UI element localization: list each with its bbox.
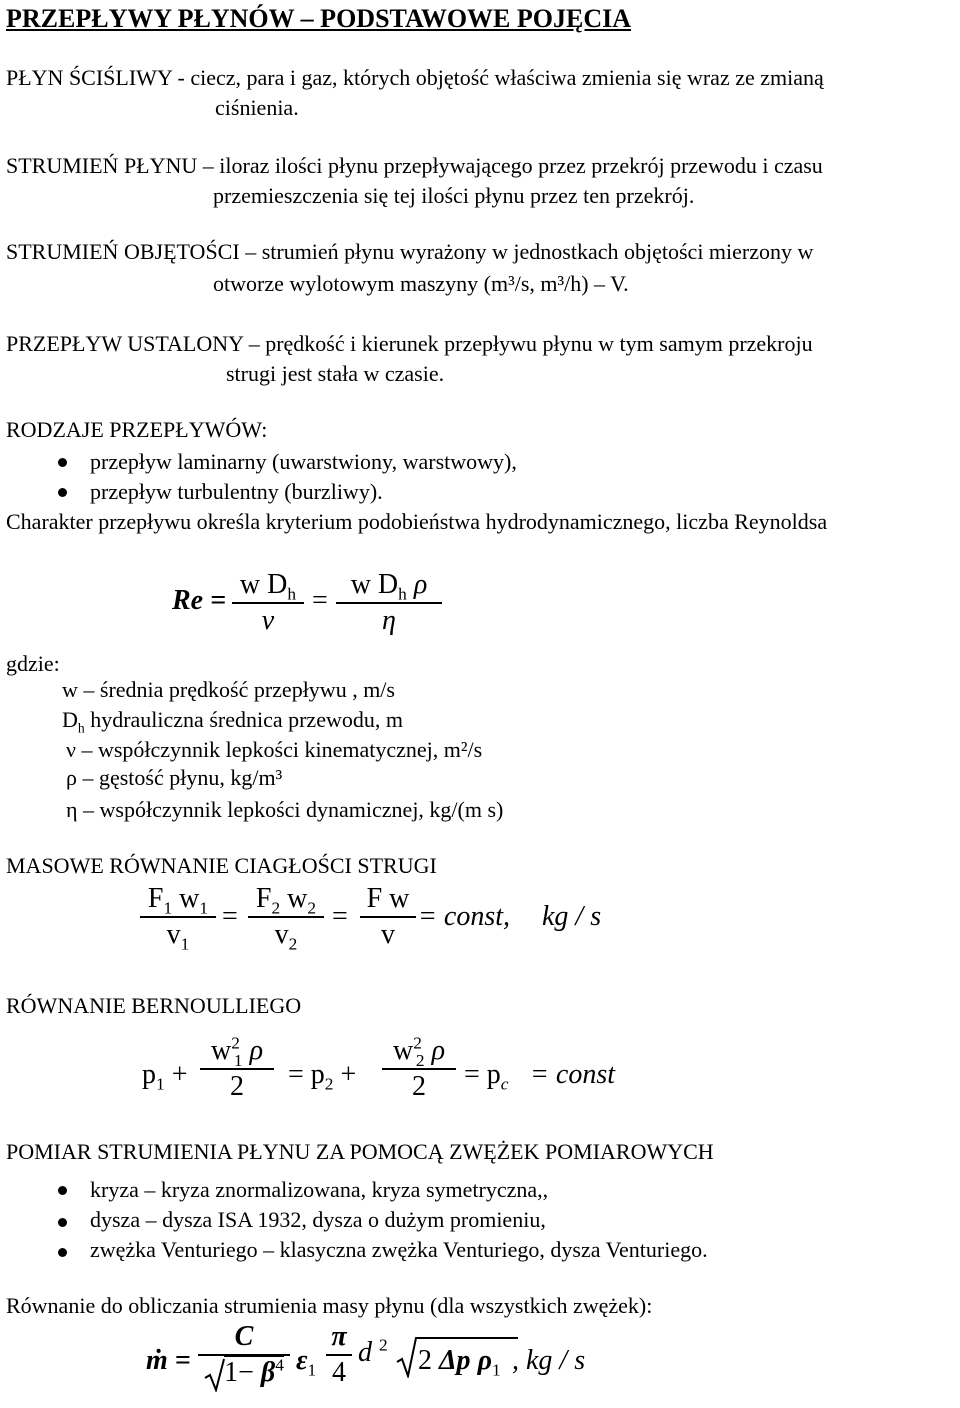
bernoulli-pc: = $p_c$ [464, 1059, 509, 1094]
bullet-icon [58, 1218, 67, 1227]
rownanie-text: Równanie do obliczania strumienia masy płynu (dla wszystkich zwężek): [6, 1293, 653, 1318]
pomiar-item-venturi: zwężka Venturiego – klasyczna zwężka Venturiego, dysza Venturiego. [90, 1237, 708, 1262]
mdot-units: , kg / s [512, 1345, 586, 1376]
pomiar-item-kryza: kryza – kryza znormalizowana, kryza symetryczna,, [90, 1177, 549, 1202]
page-title: PRZEPŁYWY PŁYNÓW – PODSTAWOWE POJĘCIA [6, 4, 632, 33]
bernoulli-p2: = $p_2$ + [288, 1059, 357, 1094]
reynolds-lhs: Re = [172, 585, 227, 616]
mdot-fraction: C $1- \beta^4$ [198, 1320, 290, 1390]
mdot-epsilon: $\varepsilon_1$ [296, 1345, 317, 1380]
continuity-units: kg / s [542, 901, 602, 932]
continuity-equals-2: = [332, 901, 348, 932]
pomiar-item-dysza: dysza – dysza ISA 1932, dysza o dużym promieniu, [90, 1207, 546, 1232]
bernoulli-const: = const [530, 1059, 615, 1090]
mdot-d2: d $^2$ [358, 1335, 388, 1368]
def-przeplyw-ustalony-cont: strugi jest stała w czasie. [226, 361, 445, 386]
continuity-fraction-3: F w v [360, 882, 416, 952]
def-plyn-sciśliwy-cont: ciśnienia. [215, 95, 299, 120]
legend-nu: ν – współczynnik lepkości kinematycznej, m²/s [66, 737, 483, 762]
continuity-const: = const, [418, 901, 510, 932]
charakter-text: Charakter przepływu określa kryterium podobieństwa hydrodynamicznego, liczba Reynoldsa [6, 509, 828, 534]
def-plyn-sciśliwy: PŁYN ŚCIŚLIWY - ciecz, para i gaz, których objętość właściwa zmienia się wraz ze zmianą [6, 65, 824, 90]
reynolds-equals: = [312, 585, 328, 616]
mdot-sqrt-content: 2 Δp $\rho_1$ [418, 1345, 501, 1380]
mdot-lhs: ṁ = [146, 1345, 191, 1376]
type-item-turbulent: przepływ turbulentny (burzliwy). [90, 479, 383, 504]
legend-w: w – średnia prędkość przepływu , m/s [62, 677, 395, 702]
bullet-icon [58, 458, 67, 467]
continuity-fraction-2: $F_2$ $w_2$ $v_2$ [248, 882, 324, 952]
def-przeplyw-ustalony: PRZEPŁYW USTALONY – prędkość i kierunek przepływu płynu w tym samym przekroju [6, 331, 813, 356]
def-strumien-objetosci: STRUMIEŃ OBJĘTOŚCI – strumień płynu wyrażony w jednostkach objętości mierzony w [6, 239, 814, 264]
gdzie-label: gdzie: [6, 651, 60, 676]
continuity-equals-1: = [222, 901, 238, 932]
reynolds-fraction-1: w $D_h$ ν [232, 568, 304, 638]
masowe-heading: MASOWE RÓWNANIE CIAGŁOŚCI STRUGI [6, 853, 437, 878]
bernoulli-fraction-2: $w^2_2$ ρ 2 [382, 1034, 456, 1104]
def-strumien-plynu-cont: przemieszczenia się tej ilości płynu przez ten przekrój. [213, 183, 695, 208]
def-strumien-objetosci-cont: otworze wylotowym maszyny (m³/s, m³/h) – V. [213, 271, 629, 296]
legend-dh: $D_h$ hydrauliczna średnica przewodu, m [62, 707, 403, 736]
def-strumien-plynu: STRUMIEŃ PŁYNU – iloraz ilości płynu przepływającego przez przekrój przewodu i czasu [6, 153, 823, 178]
bullet-icon [58, 1186, 67, 1195]
types-heading: RODZAJE PRZEPŁYWÓW: [6, 417, 268, 442]
bullet-icon [58, 488, 67, 497]
pomiar-heading: POMIAR STRUMIENIA PŁYNU ZA POMOCĄ ZWĘŻEK POMIAROWYCH [6, 1139, 714, 1164]
bullet-icon [58, 1248, 67, 1257]
legend-eta: η – współczynnik lepkości dynamicznej, kg/(m s) [66, 797, 504, 822]
bernoulli-heading: RÓWNANIE BERNOULLIEGO [6, 993, 302, 1018]
sqrt-icon [204, 1358, 226, 1392]
bernoulli-fraction-1: $w^2_1$ ρ 2 [200, 1034, 274, 1104]
legend-rho: ρ – gęstość płynu, kg/m³ [66, 765, 283, 790]
mdot-pi-fraction: π 4 [326, 1320, 352, 1390]
reynolds-fraction-2: w $D_h$ ρ η [336, 568, 442, 638]
type-item-laminar: przepływ laminarny (uwarstwiony, warstwowy), [90, 449, 517, 474]
bernoulli-p1: $p_1$ + [142, 1059, 188, 1094]
continuity-fraction-1: $F_1$ $w_1$ $v_1$ [140, 882, 216, 952]
